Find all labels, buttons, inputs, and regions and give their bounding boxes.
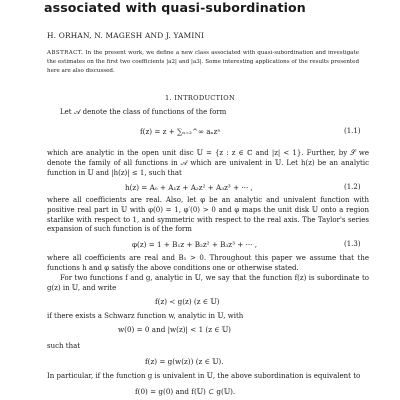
equation-4: f(z) ≺ g(z) (z ∈ 𝕌) <box>155 297 220 306</box>
author-list: H. ORHAN, N. MAGESH AND J. YAMINI <box>47 31 205 40</box>
equation-5: w(0) = 0 and |w(z)| < 1 (z ∈ 𝕌) <box>118 325 231 334</box>
abstract-text: In the present work, we define a new class associated with quasi-subordination and investigate the estimates on the first two coefficients |a2| and |a3|. Some interesting applications of the results presented here are also discussed. <box>47 50 360 74</box>
paragraph-3: where all coefficients are real. Also, let φ be an analytic and univalent function with positive real part in 𝕌 with φ(0) = 1, φ′(0) > 0 and φ maps the unit disk 𝕌 onto a region starlike with respect to 1, and symmetric with respect to the real axis. The Taylor's series expansion of such function is of the form <box>47 196 369 234</box>
equation-2-number: (1.2) <box>344 183 361 191</box>
abstract-label: ABSTRACT. <box>47 50 84 56</box>
equation-6: f(z) = g(w(z)) (z ∈ 𝕌). <box>145 357 224 366</box>
paper-title: associated with quasi-subordination <box>44 0 306 15</box>
equation-1-number: (1.1) <box>344 127 361 135</box>
equation-1: f(z) = z + ∑ₙ₌₂^∞ aₙzⁿ <box>140 127 221 136</box>
paragraph-6: if there exists a Schwarz function w, analytic in 𝕌, with <box>47 312 244 320</box>
equation-3-number: (1.3) <box>344 240 361 248</box>
equation-2: h(z) = A₀ + A₁z + A₂z² + A₃z³ + ··· , <box>125 183 253 192</box>
paragraph-2: which are analytic in the open unit disc 𝕌 = {z : z ∈ ℂ and |z| < 1}. Further, by 𝒮 we denote the family of all functions in 𝒜 which are univalent in 𝕌. Let h(z) be an analytic function in 𝕌 and |h(z)| ≤ 1, such that <box>47 149 369 177</box>
paragraph-5: For two functions f and g, analytic in 𝕌, we say that the function f(z) is subordinate to g(z) in 𝕌, and write <box>47 274 369 292</box>
section-heading: 1. INTRODUCTION <box>164 94 236 102</box>
paragraph-1: Let 𝒜 denote the class of functions of the form <box>60 108 227 116</box>
paragraph-7: such that <box>47 342 81 350</box>
abstract <box>47 49 359 75</box>
paragraph-4: where all coefficients are real and B₁ > 0. Throughout this paper we assume that the functions h and φ satisfy the above conditions one or otherwise stated. <box>47 254 369 272</box>
equation-7: f(0) = g(0) and f(𝕌) ⊂ g(𝕌). <box>135 387 236 396</box>
equation-3: φ(z) = 1 + B₁z + B₂z² + B₃z³ + ··· , <box>132 240 257 249</box>
paragraph-8: In particular, if the function g is univalent in 𝕌, the above subordination is equivalent to <box>47 372 361 380</box>
